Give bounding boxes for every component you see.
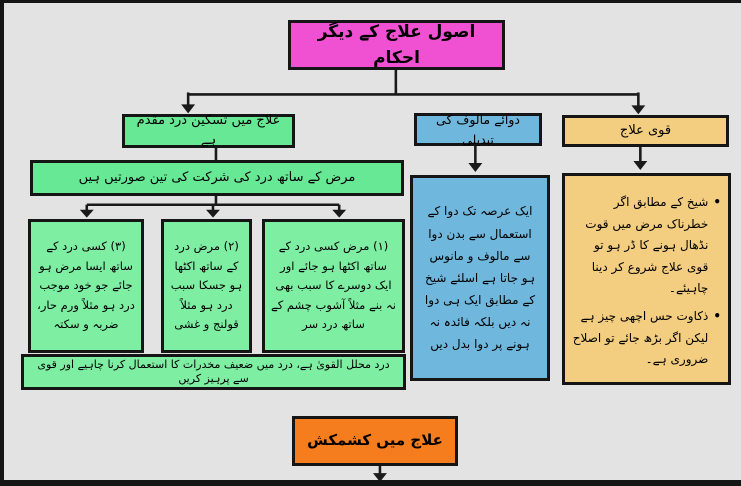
bottom-edge-bar bbox=[4, 480, 741, 486]
strong-treatment-header-label: قوی علاج bbox=[619, 122, 672, 138]
bullet-dot-icon: • bbox=[713, 308, 721, 323]
title-label: اصول علاج کے دیگر احکام bbox=[317, 21, 476, 68]
bullet-text: ذکاوت حس اچھی چیز ہے لیکن اگر بڑھ جائے تو اصلاح ضروری ہے۔ bbox=[572, 308, 709, 367]
title-box bbox=[288, 20, 505, 70]
case-3-text: (۳) کسی درد کے ساتھ ایسا مرض ہو جائے جو خود موجب درد ہو مثلاً ورم حار، ضربہ و سکتہ bbox=[37, 239, 135, 332]
strong-treatment-header-box bbox=[562, 115, 729, 147]
case-box-1 bbox=[262, 219, 405, 353]
pain-priority-box bbox=[122, 114, 295, 148]
bullet-item bbox=[572, 306, 721, 371]
drug-change-body-box bbox=[410, 175, 550, 381]
narcotics-note-box bbox=[21, 354, 406, 390]
bullet-dot-icon: • bbox=[713, 195, 721, 209]
drug-change-header-label: دوائے مالوف کی تبدیلی bbox=[436, 112, 520, 147]
narcotics-note-text: درد محلل القویٰ ہے، درد میں ضعیف مخدرات کا استعمال کرنا چاہیے اور قوی سے پرہیز کریں bbox=[37, 357, 390, 385]
case-box-2 bbox=[161, 219, 252, 353]
pain-priority-label: علاج میں تسکین درد مقدم ہے bbox=[136, 112, 281, 148]
bullet-text: شیخ کے مطابق اگر خطرناک مرض میں قوت نڈھال ہونے کا ڈر ہو تو قوی علاج شروع کر دینا چاہیئے۔ bbox=[585, 195, 709, 296]
case-1-text: (۱) مرض کسی درد کے ساتھ اکٹھا ہو جائے اور ایک دوسرے کا سبب بھی نہ بنے مثلاً آشوب چشم کے ساتھ درد سر bbox=[271, 239, 396, 332]
drug-change-body-text: ایک عرصہ تک دوا کے استعمال سے بدن دوا سے مالوف و مانوس ہو جاتا ہے اسلئے شیخ کے مطابق ایک ہی دوا نہ دیں بلکہ فائدہ نہ ہونے پر دوا بدل دیں bbox=[424, 204, 536, 352]
strong-treatment-body-box bbox=[562, 173, 731, 385]
case-2-text: (۲) مرض درد کے ساتھ اکٹھا ہو جسکا سبب درد ہو مثلاً قولنج و غشی bbox=[170, 239, 243, 332]
three-forms-label: مرض کے ساتھ درد کی شرکت کی تین صورتیں ہیں bbox=[78, 169, 356, 185]
three-forms-box bbox=[30, 160, 404, 196]
conflict-box bbox=[292, 416, 458, 466]
conflict-label: علاج میں کشمکش bbox=[307, 431, 443, 450]
bullet-item bbox=[572, 192, 721, 300]
case-box-3 bbox=[28, 219, 144, 353]
drug-change-header-box bbox=[414, 113, 542, 146]
